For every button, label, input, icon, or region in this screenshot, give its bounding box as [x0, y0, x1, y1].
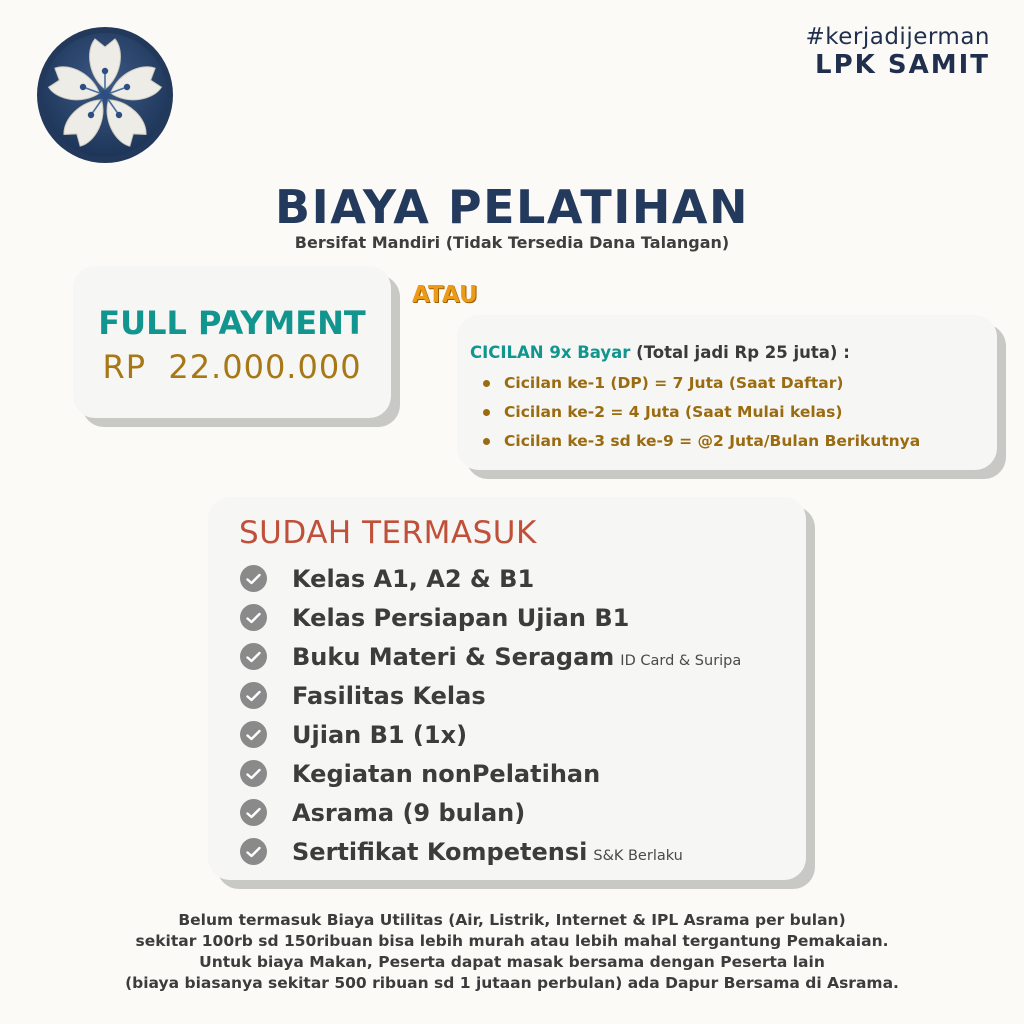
includes-item [240, 559, 741, 598]
includes-card [208, 497, 806, 880]
includes-item-text: Sertifikat Kompetensi [292, 837, 588, 866]
installment-item [483, 430, 920, 459]
installment-total-note: (Total jadi Rp 25 juta) : [630, 343, 850, 362]
includes-item [240, 637, 741, 676]
includes-item-text: Asrama (9 bulan) [292, 798, 526, 827]
bullet-icon [483, 409, 490, 416]
includes-item [240, 793, 741, 832]
includes-item [240, 754, 741, 793]
includes-item [240, 598, 741, 637]
check-circle-icon [240, 682, 267, 709]
installment-item [483, 372, 920, 401]
includes-title: SUDAH TERMASUK [239, 515, 537, 551]
check-circle-icon [240, 604, 267, 631]
bullet-icon [483, 380, 490, 387]
installment-item-text: Cicilan ke-2 = 4 Juta (Saat Mulai kelas) [504, 403, 843, 421]
installment-title: CICILAN 9x Bayar [470, 343, 631, 362]
page-subtitle: Bersifat Mandiri (Tidak Tersedia Dana Talangan) [294, 233, 730, 252]
includes-list [240, 559, 741, 871]
includes-item-note: S&K Berlaku [593, 847, 683, 864]
includes-item [240, 832, 741, 871]
brand-name: LPK SAMIT [815, 50, 990, 80]
full-payment-label: FULL PAYMENT [98, 304, 366, 342]
includes-item-text: Kelas Persiapan Ujian B1 [292, 603, 630, 632]
includes-item-text: Kelas A1, A2 & B1 [292, 564, 535, 593]
installment-item [483, 401, 920, 430]
includes-item-note: ID Card & Suripa [620, 652, 742, 669]
bullet-icon [483, 438, 490, 445]
check-circle-icon [240, 760, 267, 787]
full-payment-card [73, 266, 391, 418]
footer-line: sekitar 100rb sd 150ribuan bisa lebih murah atau lebih mahal tergantung Pemakaian. [135, 932, 889, 950]
includes-item [240, 715, 741, 754]
footer-line: (biaya biasanya sekitar 500 ribuan sd 1 jutaan perbulan) ada Dapur Bersama di Asrama. [125, 974, 899, 992]
footer-notes [0, 910, 1024, 994]
includes-item-text: Buku Materi & Seragam [292, 642, 615, 671]
check-circle-icon [240, 721, 267, 748]
check-circle-icon [240, 838, 267, 865]
installment-item-text: Cicilan ke-1 (DP) = 7 Juta (Saat Daftar) [504, 374, 844, 392]
includes-item-text: Fasilitas Kelas [292, 681, 486, 710]
footer-line: Untuk biaya Makan, Peserta dapat masak bersama dengan Peserta lain [199, 953, 825, 971]
installment-list [483, 372, 920, 459]
footer-line: Belum termasuk Biaya Utilitas (Air, Listrik, Internet & IPL Asrama per bulan) [178, 911, 846, 929]
sakura-logo-icon [35, 25, 175, 165]
separator-label: ATAU [412, 282, 478, 308]
page-title: BIAYA PELATIHAN [275, 180, 749, 234]
check-circle-icon [240, 643, 267, 670]
installment-item-text: Cicilan ke-3 sd ke-9 = @2 Juta/Bulan Berikutnya [504, 432, 921, 450]
installment-card [457, 315, 997, 470]
includes-item-text: Kegiatan nonPelatihan [292, 759, 601, 788]
full-payment-price: RP 22.000.000 [102, 348, 362, 386]
brand-hashtag: #kerjadijerman [805, 24, 990, 50]
check-circle-icon [240, 799, 267, 826]
check-circle-icon [240, 565, 267, 592]
installment-heading [470, 343, 850, 362]
includes-item-text: Ujian B1 (1x) [292, 720, 468, 749]
includes-item [240, 676, 741, 715]
